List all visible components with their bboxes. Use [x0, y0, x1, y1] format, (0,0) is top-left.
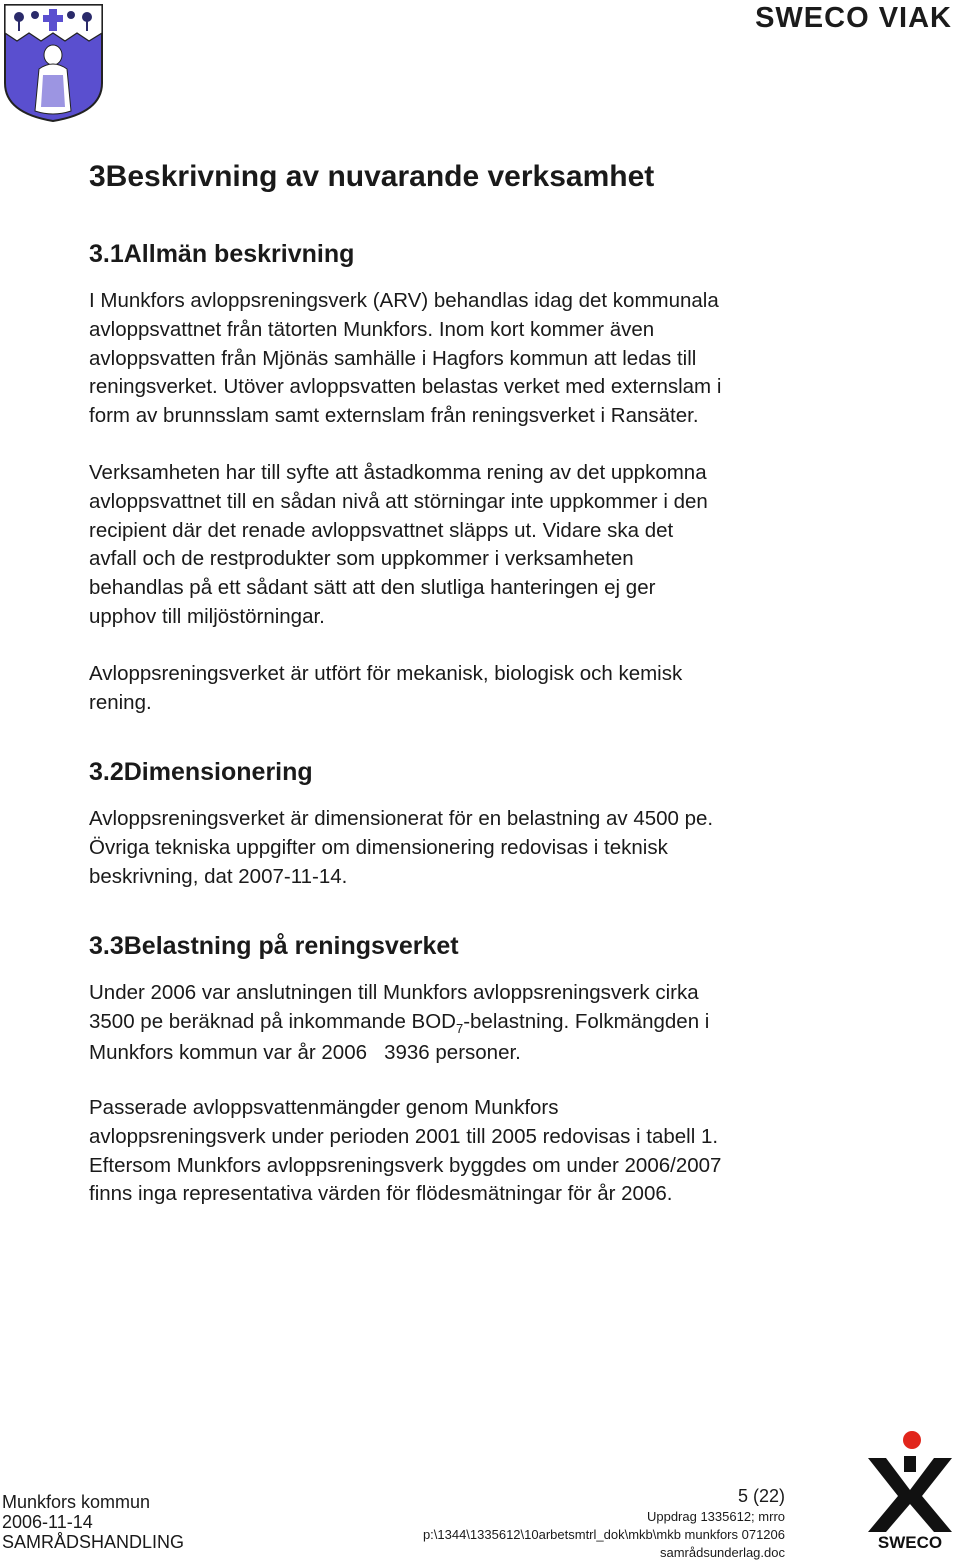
bod-subscript: 7 — [455, 1020, 464, 1036]
sweco-logo-text: SWECO — [877, 1533, 943, 1552]
section-3-2-paragraph: Avloppsreningsverket är dimensionerat för en belastning av 4500 pe. Övriga tekniska uppgifter om dimensionering redovisas i teknisk beskrivning, dat 2007-11-14. — [89, 807, 714, 888]
footer-right: Uppdrag 1335612; mrro p:\1344\1335612\10arbetsmtrl_dok\mkb\mkb munkfors 071206 samrådsunderlag.doc — [422, 1509, 785, 1560]
main-title: 3Beskrivning av nuvarande verksamhet — [89, 160, 655, 193]
sweco-viak-logo: SWECO VIAK — [755, 2, 952, 34]
section-3-3-paragraph-2: Passerade avloppsvattenmängder genom Munkfors avloppsreningsverk under perioden 2001 till 2005 redovisas i tabell 1. Eftersom Munkfors avloppsreningsverk byggdes om under 2006/2007 finns inga representativa värden för flödesmätningar för år 2006. — [89, 1096, 722, 1206]
section-3-3-title: 3.3Belastning på reningsverket — [89, 932, 459, 960]
municipal-crest-icon — [3, 3, 104, 123]
section-3-2-title: 3.2Dimensionering — [89, 758, 313, 786]
section-3-1-paragraph-2: Verksamheten har till syfte att åstadkomma rening av det uppkomna avloppsvattnet till en sådan nivå att störningar inte uppkommer i den recipient där det renade avloppsvattnet släpps ut. Vidare ska det avfall och de restprodukter som uppkommer i verksamheten behandlas på ett sådant sätt att den slutliga hanteringen ej ger upphov till miljöstörningar. — [89, 461, 708, 628]
section-3-1-title: 3.1Allmän beskrivning — [89, 240, 355, 268]
sweco-logo-icon — [864, 1428, 956, 1552]
section-3-1-paragraph-1: I Munkfors avloppsreningsverk (ARV) behandlas idag det kommunala avloppsvattnet från tätorten Munkfors. Inom kort kommer även avloppsvatten från Mjönäs samhälle i Hagfors kommun att ledas till reningsverket. Utöver avloppsvatten belastas verket med externslam i form av brunnsslam samt externslam från reningsverket i Ransäter. — [89, 289, 722, 428]
section-3-3-paragraph-1: Under 2006 var anslutningen till Munkfors avloppsreningsverk cirka 3500 pe beräknad på inkommande $BOD_7$-belastning. Folkmängden i Munkfors kommun var år 2006 3936 personer. — [89, 981, 710, 1064]
footer-left: Munkfors kommun 2006-11-14 SAMRÅDSHANDLING — [2, 1492, 185, 1552]
section-3-1-paragraph-3: Avloppsreningsverket är utfört för mekanisk, biologisk och kemisk rening. — [89, 662, 683, 714]
page-number: 5 (22) — [737, 1486, 785, 1506]
